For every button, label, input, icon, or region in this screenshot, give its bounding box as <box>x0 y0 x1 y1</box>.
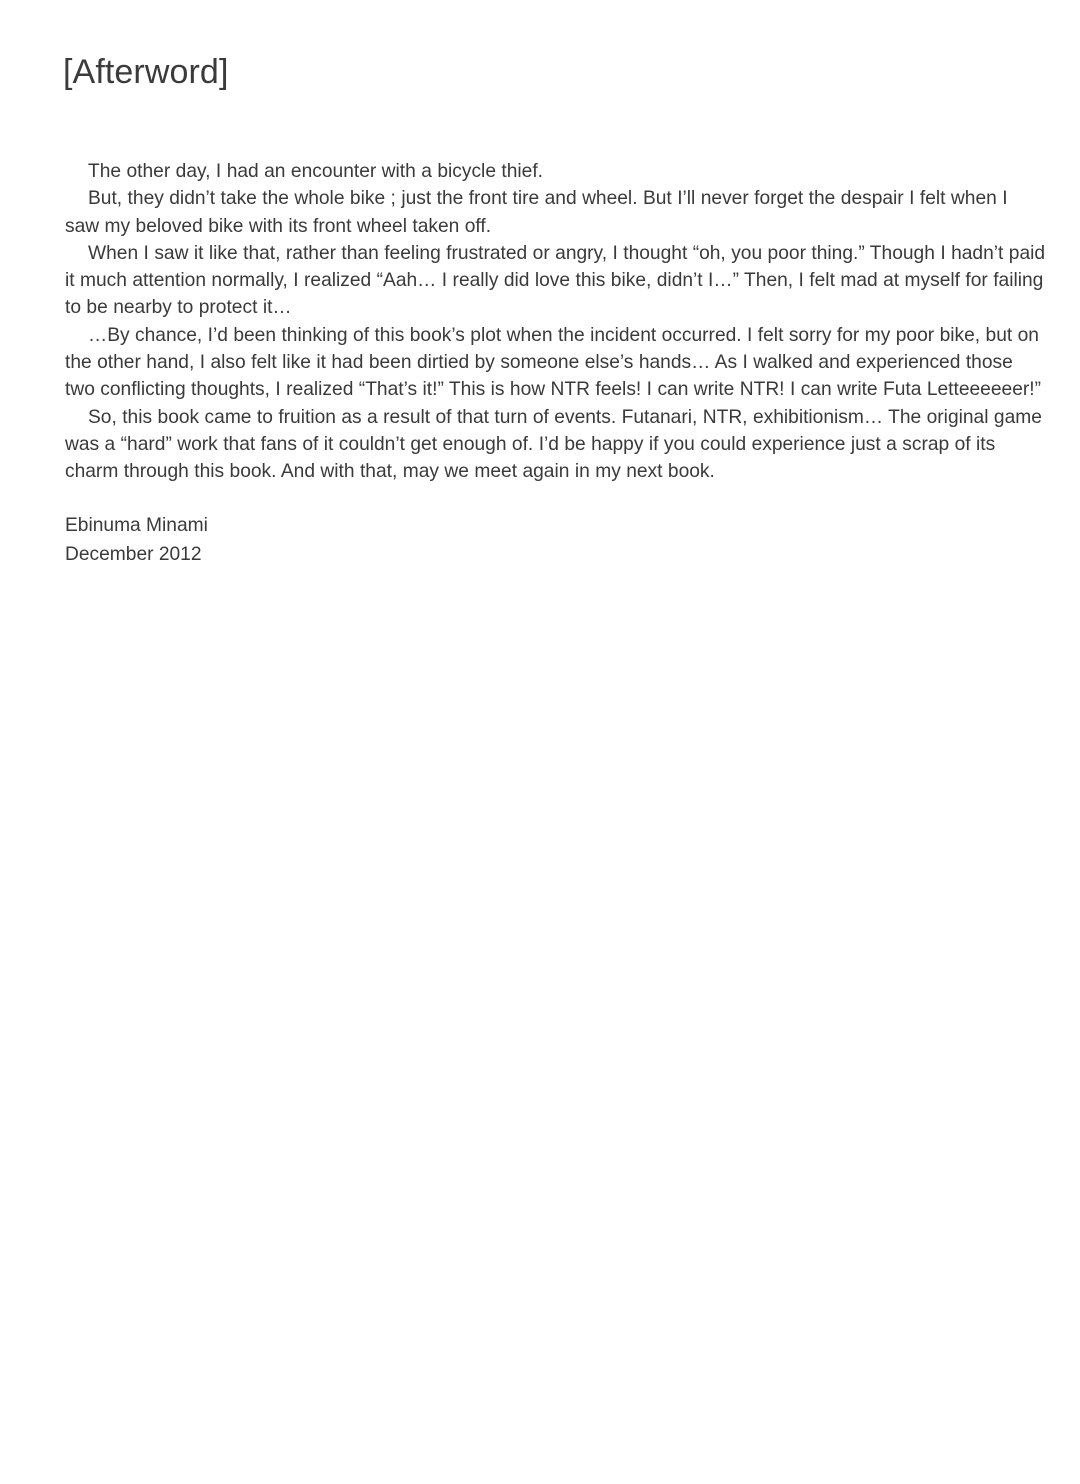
author-name: Ebinuma Minami <box>65 515 208 536</box>
signature-block <box>65 511 465 569</box>
paragraph: So, this book came to fruition as a result of that turn of events. Futanari, NTR, exhibitionism… The original game was a “hard” work that fans of it couldn’t get enough of. I’d be happy if you could experience just a scrap of its charm through this book. And with that, may we meet again in my next book. <box>65 406 1042 483</box>
paragraph: …By chance, I’d been thinking of this book’s plot when the incident occurred. I felt sorry for my poor bike, but on the other hand, I also felt like it had been dirtied by someone else’s hands… As I walked and experienced those two conflicting thoughts, I realized “That’s it!” This is how NTR feels! I can write NTR! I can write Futa Letteeeeeer!” <box>65 324 1041 401</box>
paragraph: But, they didn’t take the whole bike ; just the front tire and wheel. But I’ll never forget the despair I felt when I saw my beloved bike with its front wheel taken off. <box>65 188 1008 237</box>
paragraph: When I saw it like that, rather than feeling frustrated or angry, I thought “oh, you poor thing.” Though I hadn’t paid it much attention normally, I realized “Aah… I really did love this bike, didn’t I…” Then, I felt mad at myself for failing to be nearby to protect it… <box>65 242 1046 319</box>
page-title: [Afterword] <box>63 53 229 91</box>
publication-date: December 2012 <box>65 544 202 565</box>
afterword-body <box>65 158 1047 486</box>
paragraph: The other day, I had an encounter with a bicycle thief. <box>88 161 544 182</box>
